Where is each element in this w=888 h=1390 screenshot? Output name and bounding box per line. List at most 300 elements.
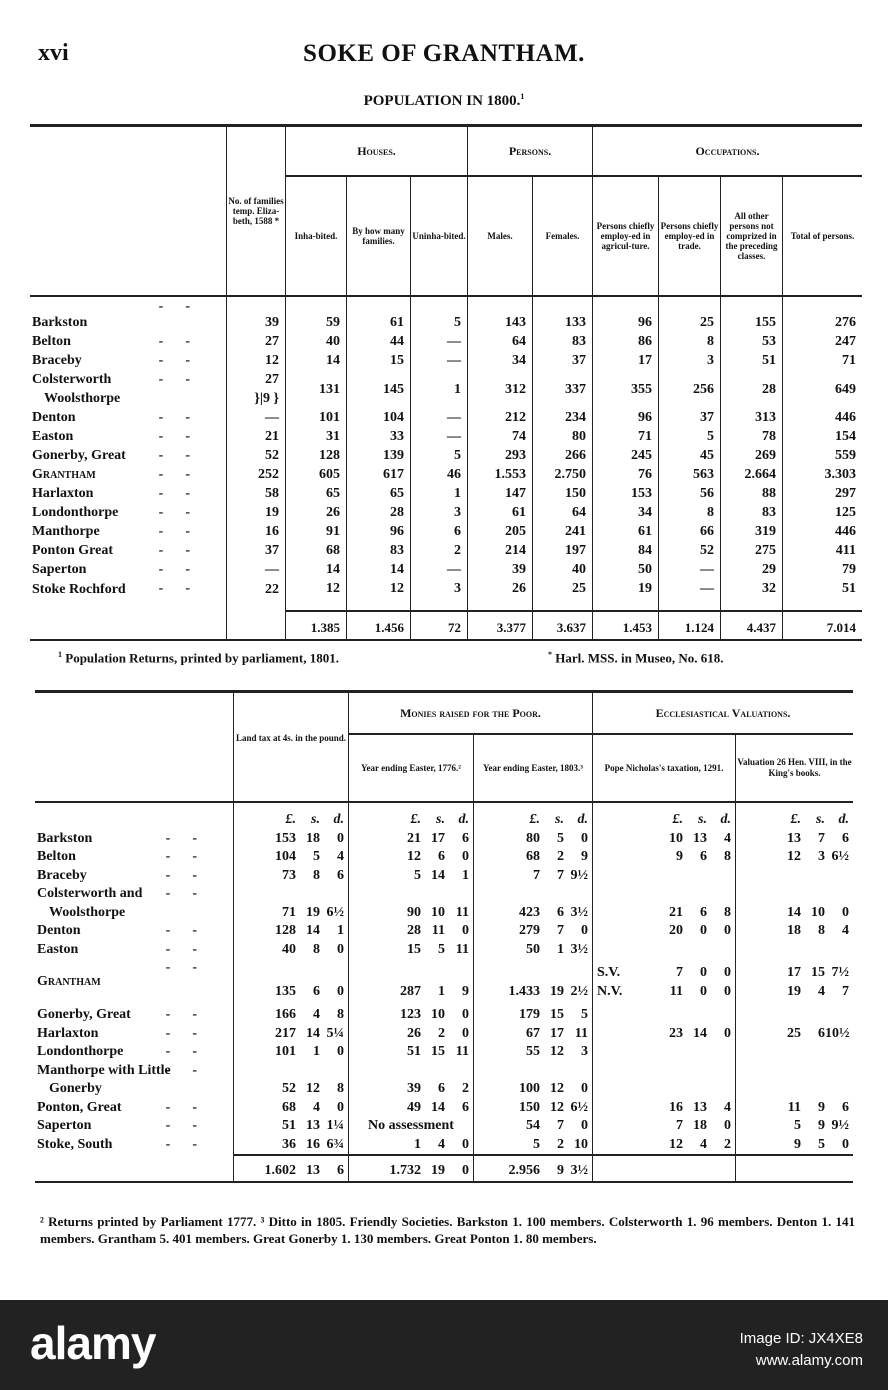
place-name-line: Gonerby [49, 1081, 102, 1096]
cell-note: No assessment [368, 1118, 454, 1133]
totals-row [30, 611, 862, 640]
table-cell [736, 1025, 854, 1044]
cell-value: 61 [390, 315, 404, 330]
footnote-mark: 1 [58, 650, 62, 659]
cell-value: 56 [700, 486, 714, 501]
cell-value: 71 [638, 429, 652, 444]
table-cell [721, 427, 783, 446]
pounds: 11 [787, 1099, 801, 1115]
pounds: 7 [676, 965, 683, 980]
cell-value: 65 [326, 486, 340, 501]
table-cell [347, 446, 411, 465]
pounds: 21 [407, 830, 421, 846]
money-value [349, 867, 473, 886]
shillings: 18 [693, 1118, 707, 1133]
pence: 0 [462, 1007, 469, 1022]
place-name [35, 941, 234, 960]
money-value [593, 811, 735, 830]
table-cell [593, 560, 659, 579]
table-cell [659, 446, 721, 465]
table-row [30, 484, 862, 503]
table-row [30, 503, 862, 522]
money-value [593, 1136, 735, 1155]
table-cell [411, 427, 468, 446]
pounds: 40 [282, 941, 296, 957]
column-header: Persons chiefly employ-ed in trade. [659, 176, 721, 296]
table-cell [286, 408, 347, 427]
column-header: Females. [533, 176, 593, 296]
cell-value: 51 [762, 353, 776, 368]
cell-value: 12 [265, 353, 279, 368]
table-cell [349, 848, 474, 867]
cell-value: 234 [565, 410, 586, 425]
money-value [736, 983, 853, 1002]
table-cell [783, 408, 863, 427]
table-cell [593, 465, 659, 484]
table-cell [227, 579, 286, 611]
shillings: 6 [313, 983, 320, 999]
pence: 0 [581, 830, 588, 846]
pounds: 73 [282, 867, 296, 883]
table-cell [411, 351, 468, 370]
table-cell [227, 522, 286, 541]
pence: 8 [337, 1007, 344, 1022]
table-cell [347, 427, 411, 446]
cell-value: 51 [842, 581, 856, 596]
table-cell [468, 351, 533, 370]
subtitle-text: POPULATION IN 1800. [363, 93, 521, 109]
valuation-label: N.V. [597, 983, 623, 999]
table-cell [347, 332, 411, 351]
table-cell [234, 922, 349, 941]
table-cell [474, 1136, 593, 1156]
money-value [349, 1080, 473, 1099]
cell-value: — [700, 581, 714, 596]
pounds: £. [410, 812, 421, 827]
shillings: 14 [431, 1099, 445, 1115]
table-row [35, 1006, 853, 1025]
table-cell [234, 941, 349, 960]
place-name-line: Belton [32, 334, 71, 349]
cell-value: 64 [572, 505, 586, 520]
leader-dots: -- [158, 486, 212, 501]
table-cell [227, 351, 286, 370]
table-cell [411, 579, 468, 611]
place-column-header [35, 692, 234, 803]
totals-row [35, 1155, 853, 1182]
place-name [30, 296, 227, 332]
total-cell: 1.385 [286, 611, 347, 640]
money-value [234, 1006, 348, 1025]
footnote-2 [548, 650, 724, 666]
table-cell [349, 1099, 474, 1118]
cell-value: 2.750 [554, 467, 586, 482]
table-cell [783, 579, 863, 611]
table-cell [659, 560, 721, 579]
table-cell [721, 465, 783, 484]
pence: 10½ [825, 1025, 850, 1041]
table-cell [227, 503, 286, 522]
money-value [234, 983, 348, 1002]
money-value [474, 1136, 592, 1155]
place-name [30, 541, 227, 560]
pounds: 25 [787, 1025, 801, 1041]
pence: 5 [581, 1007, 588, 1022]
footnote-text: Population Returns, printed by parliament, 1801. [65, 650, 339, 666]
cell-value: 337 [565, 381, 586, 397]
cell-value: 25 [700, 315, 714, 330]
pence: 0 [337, 830, 344, 846]
place-name [35, 959, 234, 1006]
money-value [474, 830, 592, 849]
cell-value: 53 [762, 334, 776, 349]
leader-dots: -- [165, 1136, 219, 1152]
pence: 1 [462, 867, 469, 883]
pounds: 101 [275, 1044, 296, 1059]
pounds: 68 [526, 849, 540, 864]
table-cell [347, 541, 411, 560]
shillings: 14 [431, 867, 445, 883]
pence: d. [458, 812, 469, 827]
pence: d. [720, 812, 731, 827]
table-cell [593, 1006, 736, 1025]
cell-value: 17 [638, 353, 652, 368]
table-cell [411, 296, 468, 332]
table-cell [411, 408, 468, 427]
table-cell [234, 848, 349, 867]
money-value [736, 1117, 853, 1136]
table-cell [286, 351, 347, 370]
cell-value: 154 [835, 429, 856, 444]
table-cell [533, 465, 593, 484]
total-cell: 3.637 [533, 611, 593, 640]
table-cell [411, 370, 468, 408]
place-name-line: Colsterworth [32, 372, 112, 387]
money-value [234, 1043, 348, 1062]
table-cell [468, 522, 533, 541]
table-cell [533, 351, 593, 370]
shillings: 19 [431, 1163, 445, 1178]
money-value [349, 904, 473, 923]
cell-value: 3 [454, 581, 461, 596]
table-cell [474, 922, 593, 941]
table-cell [783, 427, 863, 446]
table-cell [783, 370, 863, 408]
money-value [349, 922, 473, 941]
pounds: 9 [676, 849, 683, 864]
pounds: 123 [400, 1007, 421, 1022]
shillings: s. [816, 812, 825, 827]
pence: 7 [842, 983, 849, 999]
pence: 0 [724, 983, 731, 999]
pounds: £. [790, 812, 801, 827]
cell-value: — [447, 562, 461, 577]
table-cell [227, 408, 286, 427]
table-cell [347, 370, 411, 408]
table-cell [783, 541, 863, 560]
cell-value: 150 [565, 486, 586, 501]
cell-value: 39 [265, 315, 279, 330]
column-header: Land tax at 4s. in the pound. [234, 692, 349, 803]
money-value [349, 811, 473, 830]
column-header: Persons chiefly employ-ed in agricul-ture. [593, 176, 659, 296]
money-value [349, 941, 473, 960]
money-value [234, 922, 348, 941]
table-row [35, 1062, 853, 1099]
table-cell [234, 867, 349, 886]
cell-value: 88 [762, 486, 776, 501]
cell-value: 37 [572, 353, 586, 368]
place-name-line: Woolsthorpe [49, 904, 126, 920]
place-name-line: Manthorpe [32, 524, 100, 539]
pounds: 52 [282, 1081, 296, 1096]
shillings: 6 [557, 904, 564, 920]
cell-value: 91 [326, 524, 340, 539]
pounds: 26 [407, 1025, 421, 1041]
table-cell [593, 427, 659, 446]
pence: d. [838, 812, 849, 827]
table-cell [736, 1043, 854, 1062]
table-cell [593, 446, 659, 465]
cell-value: 28 [390, 505, 404, 520]
money-value [593, 983, 735, 1002]
table-row [30, 370, 862, 408]
cell-value: 61 [638, 524, 652, 539]
table-cell [736, 941, 854, 960]
money-value [736, 830, 853, 849]
cell-value: 2 [454, 543, 461, 558]
money-value [234, 1117, 348, 1136]
column-header: Pope Nicholas's taxation, 1291. [593, 734, 736, 802]
cell-value: 212 [505, 410, 526, 425]
pence: 2 [462, 1081, 469, 1096]
table-cell [234, 1099, 349, 1118]
table-cell [721, 503, 783, 522]
shillings: 5 [313, 849, 320, 864]
table-row [35, 922, 853, 941]
pounds: 17 [787, 965, 801, 980]
column-header: Males. [468, 176, 533, 296]
pence: 1¼ [326, 1118, 344, 1133]
alamy-logo: alamy [30, 1317, 156, 1369]
shillings: 4 [313, 1007, 320, 1022]
leader-dots: -- [165, 923, 219, 938]
shillings: 11 [431, 923, 445, 938]
table-cell [286, 503, 347, 522]
place-name-line: Barkston [37, 830, 93, 846]
cell-value: 3 [454, 505, 461, 520]
table-cell [721, 351, 783, 370]
money-value [736, 1025, 853, 1044]
table-cell [474, 1025, 593, 1044]
place-name [30, 370, 227, 408]
money-value [736, 922, 853, 941]
table-cell [286, 370, 347, 408]
shillings: 1 [438, 983, 445, 999]
table-cell [349, 959, 474, 1006]
table-cell [349, 885, 474, 922]
shillings: 7 [818, 830, 825, 846]
place-name [35, 922, 234, 941]
shillings: 17 [431, 830, 445, 846]
persons-group-header: Persons. [468, 126, 593, 177]
table-cell [659, 296, 721, 332]
watermark-meta [740, 1328, 863, 1372]
place-name-line: Stoke Rochford [32, 581, 126, 597]
money-value [474, 811, 592, 830]
total-cell [349, 1155, 474, 1182]
shillings: 13 [306, 1163, 320, 1178]
table-row [30, 427, 862, 446]
table-cell [721, 408, 783, 427]
shillings: 6 [700, 904, 707, 920]
ecclesiastical-group-header: Ecclesiastical Valuations. [593, 692, 854, 735]
cell-value: 411 [835, 543, 856, 558]
leader-dots: -- [158, 410, 212, 425]
cell-value: 3.303 [824, 467, 856, 482]
table-row [35, 941, 853, 960]
table-cell [474, 1117, 593, 1136]
units-cell [593, 802, 736, 830]
cell-value: 37 [265, 543, 279, 558]
pence: 11 [574, 1025, 588, 1041]
table-cell [533, 427, 593, 446]
total-cell: 7.014 [783, 611, 863, 640]
table-cell [783, 446, 863, 465]
table-cell [474, 1043, 593, 1062]
shillings: 5 [557, 830, 564, 846]
total-cell [474, 1155, 593, 1182]
shillings: 1 [313, 1044, 320, 1059]
column-header: By how many families. [347, 176, 411, 296]
table-cell [349, 1117, 474, 1136]
table-cell [783, 503, 863, 522]
table-cell [593, 1025, 736, 1044]
table-cell [783, 522, 863, 541]
money-value [474, 941, 592, 960]
leader-dots: -- [158, 448, 212, 463]
place-name-line: Gonerby, Great [37, 1007, 131, 1022]
place-name-line: Ponton, Great [37, 1099, 122, 1115]
shillings: 15 [550, 1007, 564, 1022]
table-cell [783, 296, 863, 332]
table-cell [593, 579, 659, 611]
pounds: 36 [282, 1136, 296, 1152]
pounds: 5 [414, 867, 421, 883]
cell-value: 52 [700, 543, 714, 558]
table-cell [721, 370, 783, 408]
cell-value: — [700, 562, 714, 577]
cell-value: 14 [326, 562, 340, 577]
occupations-group-header: Occupations. [593, 126, 863, 177]
cell-value: 147 [505, 486, 526, 501]
pounds: 90 [407, 904, 421, 920]
cell-value: 143 [505, 315, 526, 330]
cell-value: 28 [762, 381, 776, 397]
leader-dots: -- [165, 1007, 219, 1022]
table-cell [659, 370, 721, 408]
money-value [593, 1117, 735, 1136]
place-name [35, 885, 234, 922]
cell-value: 313 [755, 410, 776, 425]
place-name-line: Braceby [37, 867, 87, 883]
table-cell [721, 522, 783, 541]
table-cell [349, 867, 474, 886]
leader-dots: -- [165, 1044, 219, 1059]
column-header: Total of persons. [783, 176, 863, 296]
table-cell [349, 830, 474, 849]
shillings: 14 [306, 1025, 320, 1041]
pounds: 55 [526, 1044, 540, 1059]
cell-value: 101 [319, 410, 340, 425]
page-number: xvi [38, 40, 69, 66]
pence: 6 [462, 1099, 469, 1115]
shillings: 4 [313, 1099, 320, 1115]
total-cell: 72 [411, 611, 468, 640]
pounds: 13 [787, 830, 801, 846]
table-cell [593, 503, 659, 522]
cell-value: 3 [707, 353, 714, 368]
place-name-line: Londonthorpe [32, 505, 119, 520]
place-name [30, 332, 227, 351]
table-cell [659, 522, 721, 541]
place-name [35, 1062, 234, 1099]
table-cell [349, 1043, 474, 1062]
cell-value: 5 [707, 429, 714, 444]
table-cell [593, 522, 659, 541]
cell-value: 21 [265, 429, 279, 444]
blank-cell [35, 1155, 234, 1182]
place-name-line: Stoke, South [37, 1137, 113, 1152]
table-cell [593, 1043, 736, 1062]
place-name [30, 560, 227, 579]
shillings: 0 [700, 965, 707, 980]
table-cell [593, 1062, 736, 1099]
table-row [30, 351, 862, 370]
table-cell [234, 959, 349, 1006]
pence: 11 [455, 1044, 469, 1059]
money-value [234, 1099, 348, 1118]
money-value [349, 1043, 473, 1062]
pence: 8 [724, 849, 731, 864]
cell-value: 197 [565, 543, 586, 558]
shillings: 16 [306, 1136, 320, 1152]
table-cell [533, 484, 593, 503]
cell-value: 64 [512, 334, 526, 349]
shillings: 14 [306, 923, 320, 938]
table-cell [468, 541, 533, 560]
pounds: 1.602 [264, 1163, 296, 1178]
table-cell [227, 446, 286, 465]
money-value [593, 904, 735, 923]
cell-value: 58 [265, 486, 279, 501]
table-cell [721, 541, 783, 560]
table-cell [286, 465, 347, 484]
cell-value: — [447, 353, 461, 368]
table-cell [234, 1117, 349, 1136]
table-cell [227, 465, 286, 484]
cell-value: 266 [565, 448, 586, 463]
shillings: 3 [818, 849, 825, 864]
table-cell [533, 541, 593, 560]
money-value [234, 811, 348, 830]
cell-value: 46 [447, 467, 461, 482]
cell-value: 29 [762, 562, 776, 577]
table-cell [593, 941, 736, 960]
cell-value: 34 [638, 505, 652, 520]
table-cell [533, 522, 593, 541]
table-cell [783, 465, 863, 484]
